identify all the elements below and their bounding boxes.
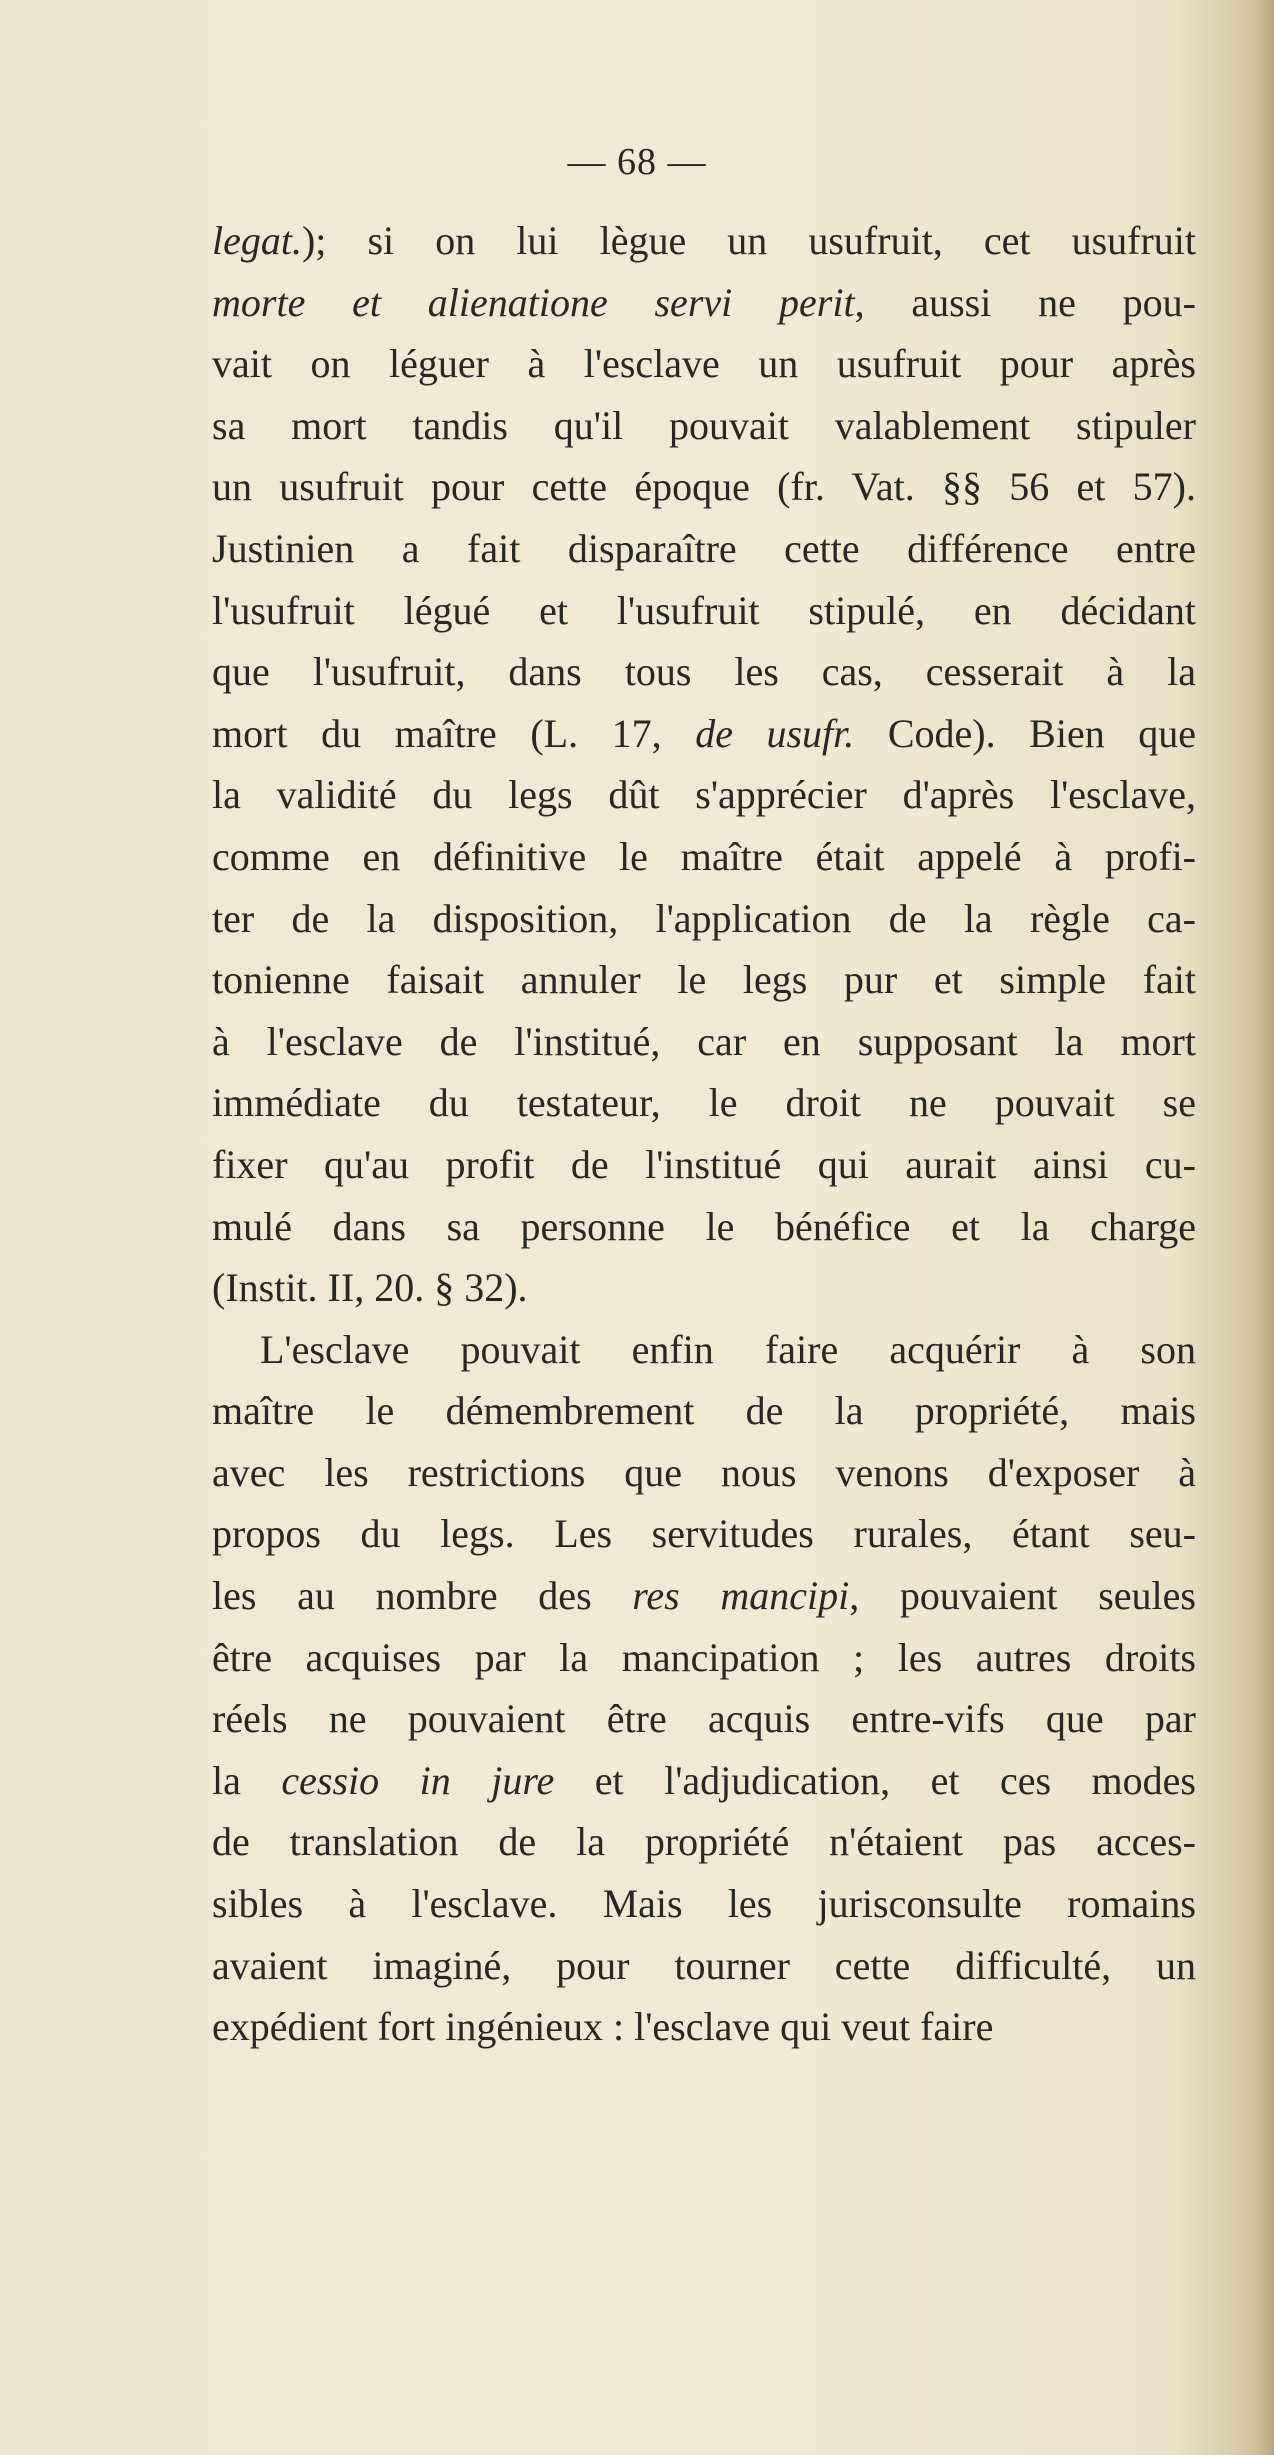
text-line [212,826,1196,888]
text-line [212,1688,1196,1750]
text-line [212,1257,1196,1319]
text-segment: à l'esclave de l'institué, car en supposant la mort [212,1018,1196,1064]
text-segment: tonienne faisait annuler le legs pur et simple fait [212,957,1196,1003]
text-segment: ); si on lui lègue un usufruit, cet usufruit [301,218,1196,263]
italic-text: res mancipi [632,1573,850,1619]
text-body [212,210,1196,2058]
text-segment: expédient fort ingénieux : l'esclave qui veut faire [212,2004,994,2050]
text-segment: les au nombre des [212,1573,633,1619]
text-line [212,1565,1196,1627]
text-segment: L'esclave pouvait enfin faire acquérir à son [260,1326,1196,1372]
text-line [212,1134,1196,1196]
text-line [212,1935,1196,1997]
italic-text: morte et alienatione servi perit [212,279,855,325]
text-segment: avec les restrictions que nous venons d'exposer à [212,1449,1196,1495]
text-segment: vait on léguer à l'esclave un usufruit pour après [212,341,1196,387]
text-segment: Justinien a fait disparaître cette différence entre [212,525,1196,571]
text-line [212,1811,1196,1873]
text-line [212,1873,1196,1935]
text-segment: sa mort tandis qu'il pouvait valablement stipuler [212,402,1196,448]
text-line [212,949,1196,1011]
text-segment: , pouvaient seules [849,1573,1196,1619]
text-line [212,1380,1196,1442]
text-segment: la validité du legs dût s'apprécier d'après l'esclave, [212,772,1196,818]
text-segment: immédiate du testateur, le droit ne pouvait se [212,1080,1196,1126]
text-line [212,272,1196,334]
text-line [212,764,1196,826]
text-segment: la [212,1757,282,1803]
text-line [212,703,1196,765]
text-line [212,1319,1196,1381]
text-line [212,580,1196,642]
text-segment: Code). Bien que [854,710,1196,756]
text-line [212,1627,1196,1689]
text-line [212,333,1196,395]
text-segment: mort du maître (L. 17, [212,710,696,756]
text-segment: ter de la disposition, l'application de la règle ca- [212,895,1196,941]
text-segment: avaient imaginé, pour tourner cette difficulté, un [212,1942,1196,1988]
page-edge-shadow [1256,0,1274,2455]
text-segment: propos du legs. Les servitudes rurales, étant seu- [212,1511,1196,1557]
text-line [212,1196,1196,1258]
text-line [212,1996,1196,2058]
text-line [212,1011,1196,1073]
text-segment: maître le démembrement de la propriété, mais [212,1388,1196,1434]
text-line [212,641,1196,703]
text-segment: un usufruit pour cette époque (fr. Vat. §§ 56 et 57). [212,464,1196,510]
italic-text: cessio in jure [281,1757,555,1803]
text-segment: réels ne pouvaient être acquis entre-vifs que par [212,1696,1196,1742]
italic-text: legat. [212,218,302,263]
text-line [212,1442,1196,1504]
text-segment: mulé dans sa personne le bénéfice et la charge [212,1203,1196,1249]
text-line [212,518,1196,580]
page-number: — 68 — [567,141,707,183]
text-segment: (Instit. II, 20. § 32). [212,1265,528,1311]
text-line [212,1750,1196,1812]
text-segment: l'usufruit légué et l'usufruit stipulé, en décidant [212,587,1196,633]
text-segment: de translation de la propriété n'étaient pas acces- [212,1819,1196,1865]
text-segment: comme en définitive le maître était appelé à profi- [212,833,1196,879]
text-line [212,395,1196,457]
text-line [212,210,1196,272]
text-segment: que l'usufruit, dans tous les cas, cesserait à la [212,649,1196,695]
text-segment: être acquises par la mancipation ; les autres droits [212,1634,1196,1680]
text-line [212,1072,1196,1134]
text-segment: sibles à l'esclave. Mais les jurisconsulte romains [212,1881,1196,1927]
text-segment: et l'adjudication, et ces modes [554,1757,1196,1803]
text-line [212,1503,1196,1565]
italic-text: de usufr. [695,710,855,756]
text-line [212,888,1196,950]
text-segment: , aussi ne pou- [854,279,1196,325]
text-segment: fixer qu'au profit de l'institué qui aurait ainsi cu- [212,1141,1196,1187]
text-line [212,456,1196,518]
